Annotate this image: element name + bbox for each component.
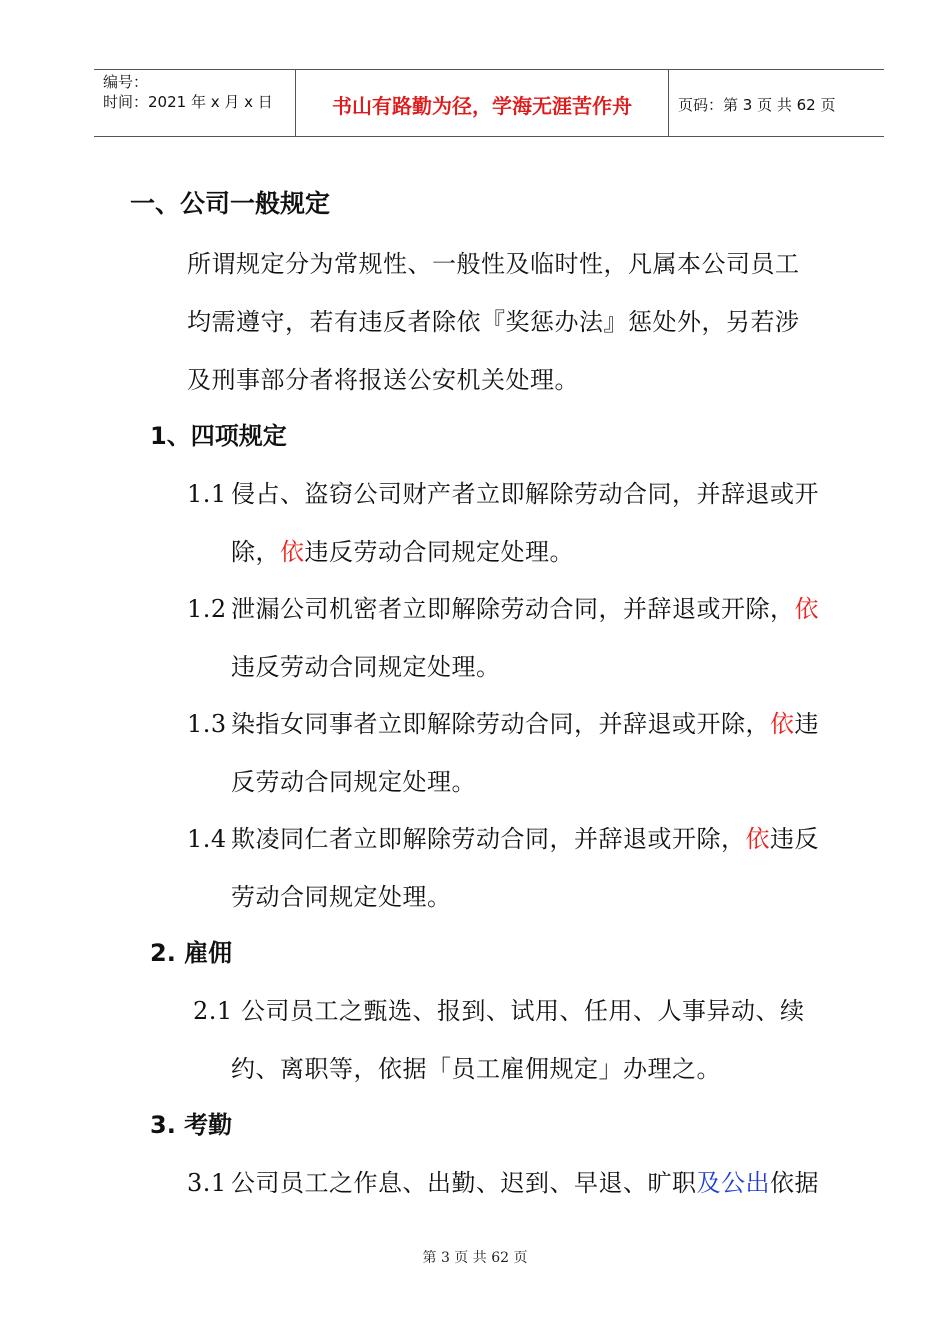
- item-text: 违反: [770, 825, 819, 853]
- item-number: 3.1: [187, 1169, 227, 1197]
- header-motto: 书山有路勤为径，学海无涯苦作舟: [332, 94, 632, 118]
- serial-label: 编号：: [103, 73, 149, 91]
- item-text: 泄漏公司机密者立即解除劳动合同，并辞退或开除，: [231, 595, 795, 623]
- intro-line-3: 及刑事部分者将报送公安机关处理。: [187, 366, 579, 394]
- item-text: 违反劳动合同规定处理。: [304, 538, 574, 566]
- item-2-1-line-1: [193, 991, 805, 1026]
- item-1-4-line-2: 劳动合同规定处理。: [231, 883, 452, 911]
- item-2-1-line-2: 约、离职等，依据「员工雇佣规定」办理之。: [231, 1055, 721, 1083]
- item-1-3-line-1: [187, 704, 819, 739]
- subsection-title-2: 2. 雇佣: [150, 939, 233, 967]
- item-1-4-line-1: [187, 819, 819, 854]
- item-number: 1.3: [187, 710, 227, 738]
- page-footer: 第 3 页 共 62 页: [422, 1250, 528, 1266]
- highlight-blue: 及公出: [696, 1169, 770, 1197]
- item-3-1-line-1: [187, 1163, 819, 1198]
- item-text: 侵占、盗窃公司财产者立即解除劳动合同，并辞退或开: [231, 480, 819, 508]
- item-text: 公司员工之甄选、报到、试用、任用、人事异动、续: [241, 997, 805, 1025]
- item-number: 1.1: [187, 480, 227, 508]
- item-number: 1.4: [187, 825, 227, 853]
- subsection-title-1: 1、四项规定: [150, 422, 287, 450]
- header-divider-right: [668, 69, 669, 136]
- item-1-2-line-1: [187, 589, 819, 624]
- item-text: 除，: [231, 538, 280, 566]
- header-top-rule: [94, 69, 884, 70]
- intro-line-1: 所谓规定分为常规性、一般性及临时性，凡属本公司员工: [187, 250, 800, 278]
- date-label: 时间：2021 年 x 月 x 日: [103, 93, 273, 111]
- highlight-red: 依: [794, 595, 819, 623]
- item-1-1-line-2: [231, 532, 574, 567]
- section-title: 一、公司一般规定: [130, 189, 331, 218]
- item-text: 违: [794, 710, 819, 738]
- header-bottom-rule: [94, 136, 884, 137]
- highlight-red: 依: [280, 538, 305, 566]
- item-1-2-line-2: 违反劳动合同规定处理。: [231, 653, 501, 681]
- item-1-3-line-2: 反劳动合同规定处理。: [231, 768, 476, 796]
- item-text: 依据: [770, 1169, 819, 1197]
- page-info: 页码：第 3 页 共 62 页: [678, 96, 836, 114]
- item-number: 1.2: [187, 595, 227, 623]
- subsection-title-3: 3. 考勤: [150, 1111, 233, 1139]
- item-text: 染指女同事者立即解除劳动合同，并辞退或开除，: [231, 710, 770, 738]
- item-number: 2.1: [193, 997, 233, 1025]
- highlight-red: 依: [770, 710, 795, 738]
- highlight-red: 依: [745, 825, 770, 853]
- item-text: 欺凌同仁者立即解除劳动合同，并辞退或开除，: [231, 825, 746, 853]
- item-1-1-line-1: [187, 474, 819, 509]
- intro-line-2: 均需遵守，若有违反者除依『奖惩办法』惩处外，另若涉: [187, 308, 800, 336]
- item-text: 公司员工之作息、出勤、迟到、早退、旷职: [231, 1169, 697, 1197]
